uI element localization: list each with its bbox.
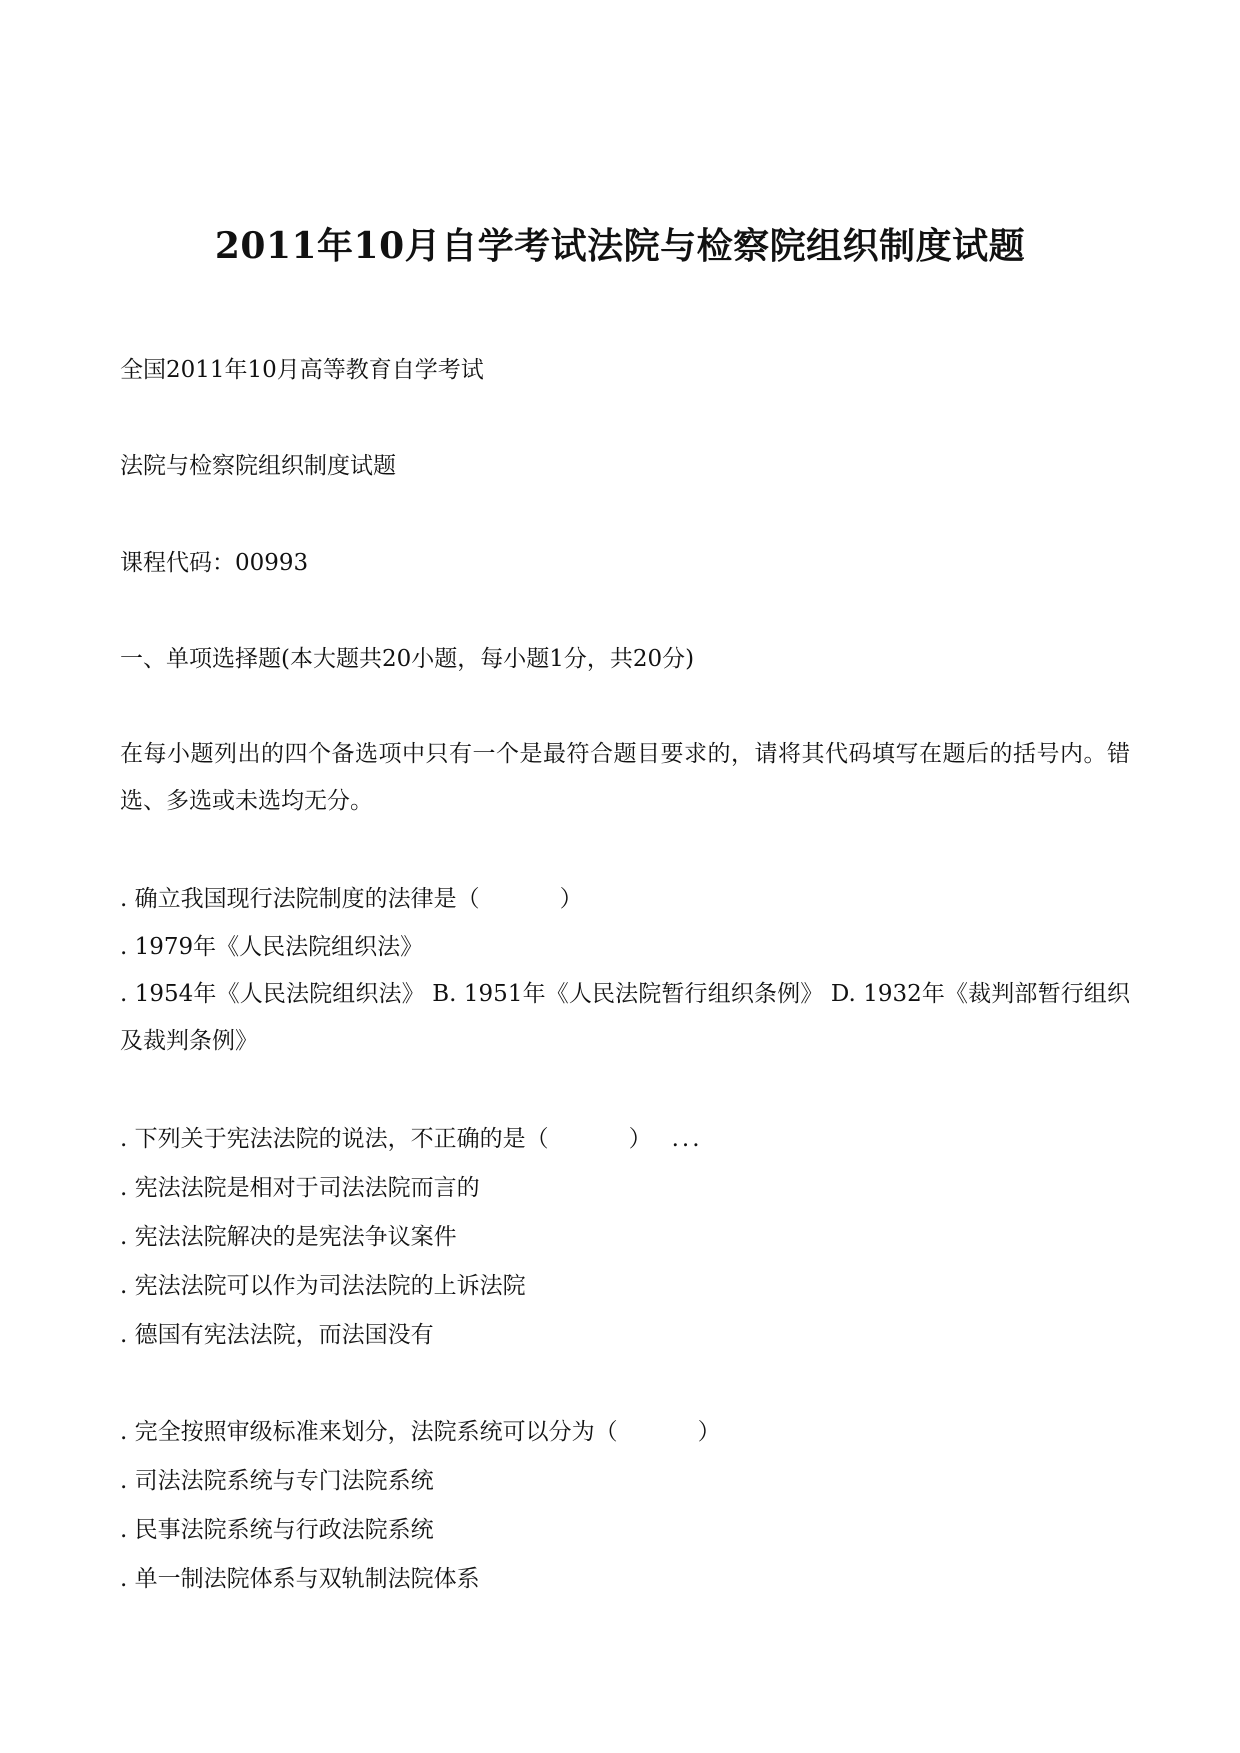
question-1-stem-close: ）	[559, 886, 583, 912]
exam-line: 全国2011年10月高等教育自学考试	[120, 357, 484, 383]
question-3-option-2: . 民事法院系统与行政法院系统	[120, 1517, 434, 1543]
section-instructions: 在每小题列出的四个备选项中只有一个是最符合题目要求的，请将其代码填写在题后的括号内。错选、多选或未选均无分。	[120, 741, 1130, 814]
question-2-ellipsis: ...	[671, 1126, 703, 1152]
question-2-option-3: . 宪法法院可以作为司法法院的上诉法院	[120, 1273, 526, 1299]
question-3-stem-text: . 完全按照审级标准来划分，法院系统可以分为（	[120, 1419, 618, 1445]
question-2-option-2: . 宪法法院解决的是宪法争议案件	[120, 1224, 457, 1250]
question-2-stem-close: ）	[628, 1126, 652, 1152]
document-title: 2011年10月自学考试法院与检察院组织制度试题	[214, 225, 1026, 267]
question-3-option-1: . 司法法院系统与专门法院系统	[120, 1468, 434, 1494]
question-2-stem	[120, 1121, 1130, 1157]
question-2-stem-text: . 下列关于宪法法院的说法，不正确的是（	[120, 1126, 549, 1152]
question-2-option-1: . 宪法法院是相对于司法法院而言的	[120, 1175, 480, 1201]
question-1-option-2: . 1954年《人民法院组织法》 B. 1951年《人民法院暂行组织条例》 D. 1932年《裁判部暂行组织及裁判条例》	[120, 981, 1130, 1054]
question-1-stem-text: . 确立我国现行法院制度的法律是（	[120, 886, 480, 912]
subject-line: 法院与检察院组织制度试题	[120, 453, 396, 479]
question-1-option-1: . 1979年《人民法院组织法》	[120, 934, 424, 960]
question-1-stem	[120, 881, 1130, 917]
question-2-option-4: . 德国有宪法法院，而法国没有	[120, 1322, 434, 1348]
question-3-option-3: . 单一制法院体系与双轨制法院体系	[120, 1566, 480, 1592]
question-3-stem	[120, 1414, 1130, 1450]
course-code: 课程代码：00993	[120, 550, 309, 576]
section-heading: 一、单项选择题(本大题共20小题，每小题1分，共20分)	[120, 646, 695, 672]
question-3-stem-close: ）	[697, 1419, 721, 1445]
